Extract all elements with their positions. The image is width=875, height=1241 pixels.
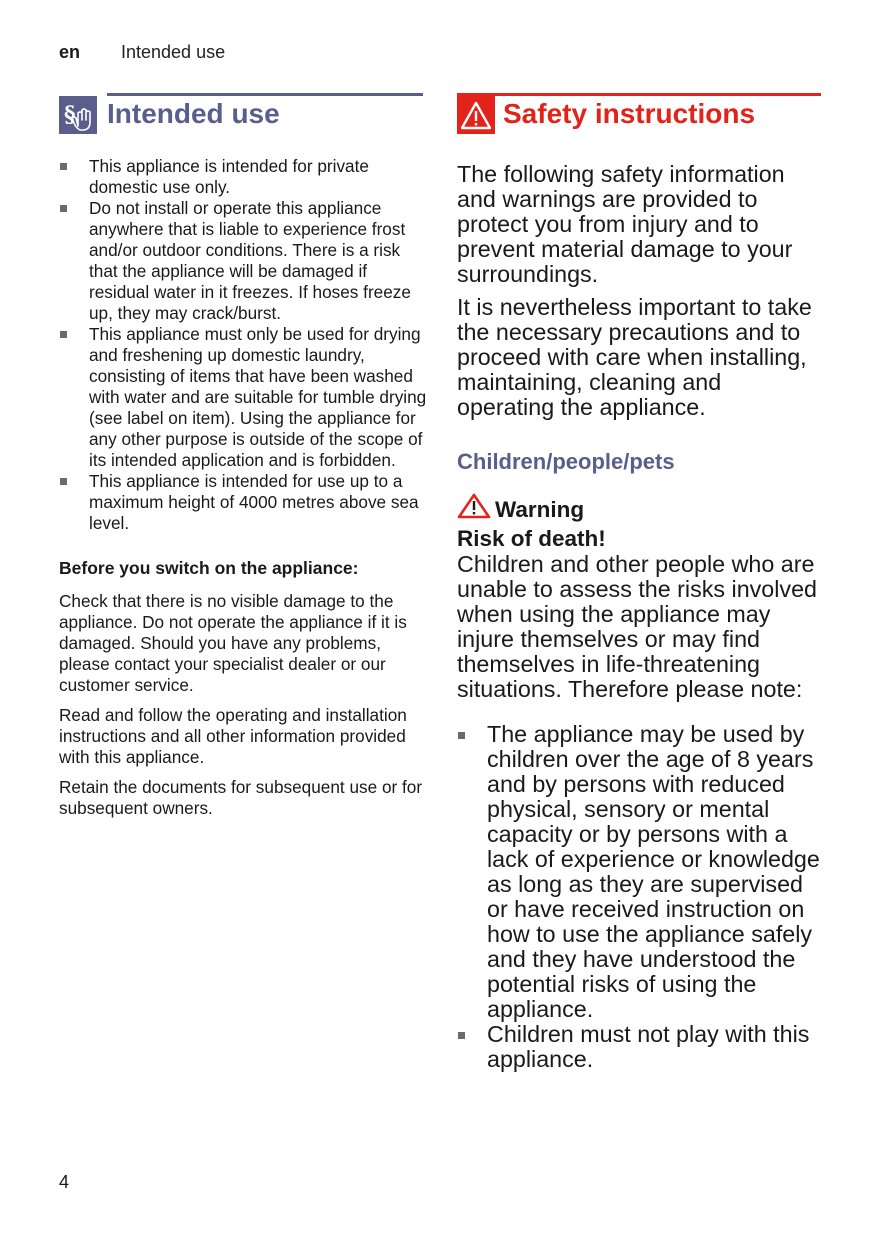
list-item: The appliance may be used by children over the age of 8 years and by persons with reduced physical, sensory or mental capacity or by persons with a lack of experience or knowledge as long as they are supervised or have received instruction on how to use the appliance safely and they have understood the potential risks of using the appliance.	[457, 722, 821, 1022]
safety-instructions-column	[457, 92, 821, 1072]
list-item: This appliance is intended for private domestic use only.	[59, 156, 427, 198]
warning-triangle-icon	[457, 96, 495, 134]
safety-instructions-title: Safety instructions	[503, 98, 756, 129]
warning-label: Warning	[495, 496, 585, 522]
list-item: This appliance is intended for use up to a maximum height of 4000 metres above sea level.	[59, 471, 427, 534]
bullet-square-icon	[458, 732, 465, 739]
children-safety-list	[457, 722, 821, 1072]
read-instructions-paragraph: Read and follow the operating and installation instructions and all other information provided with this appliance.	[59, 705, 407, 767]
page-header	[59, 42, 226, 63]
language-code: en	[59, 42, 81, 62]
intended-use-title: Intended use	[107, 98, 280, 129]
svg-text:§: §	[64, 102, 76, 128]
before-switch-on-heading: Before you switch on the appliance:	[59, 558, 359, 578]
bullet-square-icon	[60, 163, 67, 170]
warning-label-row	[457, 493, 821, 525]
title-rule	[457, 93, 821, 96]
paragraph-hand-icon	[59, 96, 97, 134]
list-item: This appliance must only be used for drying and freshening up domestic laundry, consisting of items that have been washed with water and are suitable for tumble drying (see label on item). Using the appliance for any other purpose is outside of the scope of its intended application and is forbidden.	[59, 324, 427, 471]
list-item: Children must not play with this appliance.	[457, 1022, 821, 1072]
precautions-paragraph: It is nevertheless important to take the necessary precautions and to proceed with care when installing, maintaining, cleaning and operating the appliance.	[457, 294, 812, 420]
safety-intro-paragraph: The following safety information and warnings are provided to protect you from injury and to prevent material damage to your surroundings.	[457, 161, 793, 287]
bullet-square-icon	[60, 331, 67, 338]
warning-triangle-icon	[457, 493, 495, 525]
retain-documents-paragraph: Retain the documents for subsequent use or for subsequent owners.	[59, 777, 423, 818]
bullet-square-icon	[458, 1032, 465, 1039]
list-item: Do not install or operate this appliance anywhere that is liable to experience frost and/or outdoor conditions. There is a risk that the appliance will be damaged if residual water in it freezes. If hoses freeze up, they may crack/burst.	[59, 198, 427, 324]
intended-use-title-bar	[59, 92, 427, 136]
safety-title-bar	[457, 92, 821, 136]
risk-of-death-label: Risk of death!	[457, 526, 606, 551]
bullet-square-icon	[60, 205, 67, 212]
intended-use-list	[59, 156, 427, 534]
bullet-square-icon	[60, 478, 67, 485]
check-damage-paragraph: Check that there is no visible damage to the appliance. Do not operate the appliance if it is damaged. Should you have any problems, please contact your specialist dealer or our customer service.	[59, 591, 407, 695]
page-number: 4	[59, 1172, 70, 1192]
title-rule	[107, 93, 423, 96]
children-people-pets-heading: Children/people/pets	[457, 449, 675, 474]
intended-use-column	[59, 92, 427, 828]
header-section-title: Intended use	[121, 42, 226, 62]
children-warning-text: Children and other people who are unable to assess the risks involved when using the appliance may injure themselves or may find themselves in life-threatening situations. Therefore please note:	[457, 551, 817, 702]
